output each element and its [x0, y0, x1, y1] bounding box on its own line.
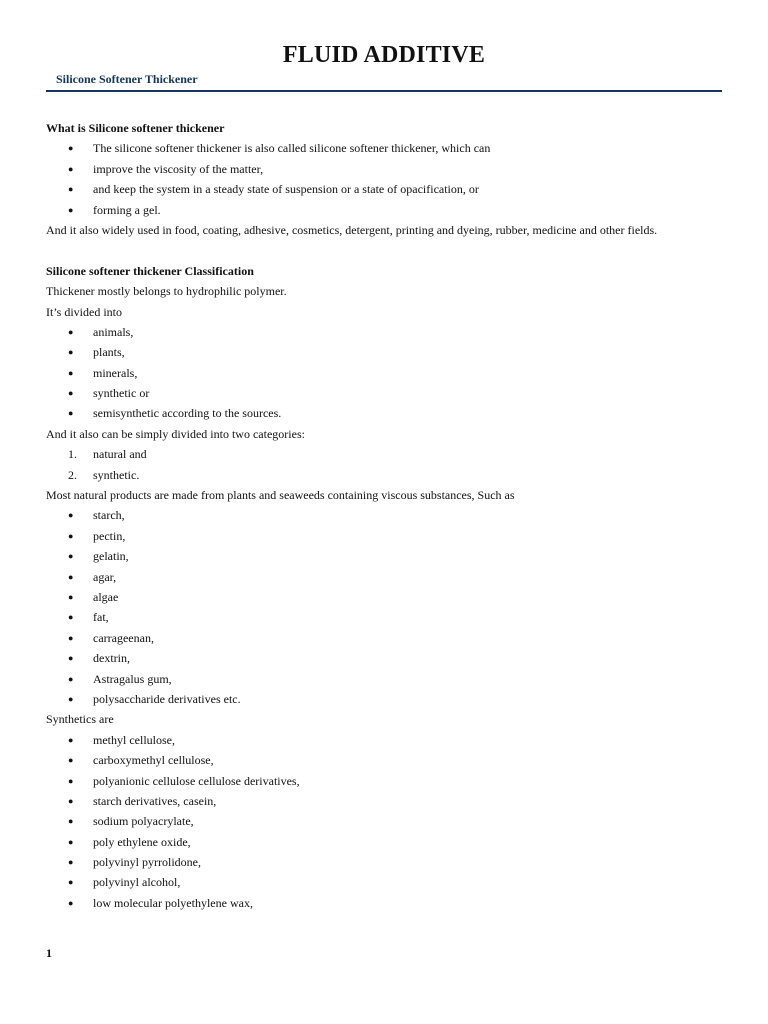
list-item-text: carrageenan, — [93, 630, 154, 645]
list-item-text: and keep the system in a steady state of suspension or a state of opacification, or — [93, 182, 479, 197]
list-item-text: carboxymethyl cellulose, — [93, 753, 214, 768]
bullet-icon: ● — [68, 755, 74, 766]
header-divider — [46, 90, 722, 92]
bullet-icon: ● — [68, 673, 74, 684]
list-item-text: fat, — [93, 610, 109, 625]
bullet-icon: ● — [68, 143, 74, 154]
bullet-icon: ● — [68, 163, 74, 174]
page-number: 1 — [46, 946, 52, 960]
list-item — [46, 628, 726, 648]
section-heading-classification: Silicone softener thickener Classification — [46, 263, 254, 278]
list-item — [46, 852, 726, 872]
list-item — [46, 383, 726, 403]
list-item — [46, 893, 726, 913]
list-item-text: gelatin, — [93, 549, 129, 564]
sources-bullet-list — [46, 322, 726, 424]
list-item-text: low molecular polyethylene wax, — [93, 895, 253, 910]
list-item — [46, 159, 726, 179]
list-item — [46, 832, 726, 852]
bullet-icon: ● — [68, 816, 74, 827]
list-number: 2. — [68, 467, 77, 482]
bullet-icon: ● — [68, 734, 74, 745]
list-item — [46, 526, 726, 546]
paragraph-gap — [46, 240, 726, 260]
bullet-icon: ● — [68, 184, 74, 195]
paragraph-synthetics: Synthetics are — [46, 712, 114, 727]
list-item-text: polysaccharide derivatives etc. — [93, 691, 241, 706]
list-item-text: plants, — [93, 345, 125, 360]
list-item — [46, 403, 726, 423]
bullet-icon: ● — [68, 571, 74, 582]
paragraph-hydrophilic: Thickener mostly belongs to hydrophilic polymer. — [46, 284, 287, 299]
list-item — [46, 669, 726, 689]
list-item-text: semisynthetic according to the sources. — [93, 406, 282, 421]
natural-bullet-list — [46, 505, 726, 709]
list-item — [46, 689, 726, 709]
bullet-icon: ● — [68, 795, 74, 806]
bullet-icon: ● — [68, 591, 74, 602]
list-item — [46, 648, 726, 668]
list-item — [46, 200, 726, 220]
section-heading-what-is: What is Silicone softener thickener — [46, 121, 225, 135]
page-title: FLUID ADDITIVE — [282, 42, 486, 68]
bullet-icon: ● — [68, 388, 74, 399]
list-item — [46, 179, 726, 199]
bullet-icon: ● — [68, 530, 74, 541]
list-item-text: synthetic. — [93, 467, 140, 482]
bullet-icon: ● — [68, 510, 74, 521]
list-item — [46, 363, 726, 383]
list-item — [46, 567, 726, 587]
bullet-icon: ● — [68, 632, 74, 643]
list-item-text: Astragalus gum, — [93, 671, 172, 686]
list-item-text: starch derivatives, casein, — [93, 793, 217, 808]
bullet-icon: ● — [68, 367, 74, 378]
list-item-text: animals, — [93, 324, 134, 339]
synthetics-bullet-list — [46, 730, 726, 914]
page-subtitle: Silicone Softener Thickener — [56, 72, 198, 86]
bullet-icon: ● — [68, 775, 74, 786]
list-item — [46, 342, 726, 362]
list-item-text: dextrin, — [93, 651, 130, 666]
bullet-icon: ● — [68, 551, 74, 562]
list-item-text: polyanionic cellulose cellulose derivatives, — [93, 773, 300, 788]
list-item — [46, 444, 726, 464]
list-item — [46, 322, 726, 342]
list-item-text: methyl cellulose, — [93, 732, 175, 747]
bullet-icon: ● — [68, 408, 74, 419]
list-item-text: The silicone softener thickener is also called silicone softener thickener, which can — [93, 141, 491, 156]
bullet-icon: ● — [68, 326, 74, 337]
categories-numbered-list — [46, 444, 726, 485]
document-body — [46, 118, 726, 913]
list-item — [46, 730, 726, 750]
list-item-text: forming a gel. — [93, 202, 161, 217]
list-number: 1. — [68, 447, 77, 462]
list-item-text: minerals, — [93, 365, 138, 380]
bullet-icon: ● — [68, 347, 74, 358]
list-item-text: polyvinyl alcohol, — [93, 875, 181, 890]
list-item — [46, 872, 726, 892]
list-item — [46, 750, 726, 770]
list-item-text: starch, — [93, 508, 125, 523]
list-item-text: poly ethylene oxide, — [93, 834, 191, 849]
bullet-icon: ● — [68, 877, 74, 888]
bullet-icon: ● — [68, 897, 74, 908]
paragraph-uses: And it also widely used in food, coating, adhesive, cosmetics, detergent, printing and dyeing, rubber, medicine and other fields. — [46, 222, 658, 237]
list-item — [46, 607, 726, 627]
list-item-text: pectin, — [93, 528, 126, 543]
bullet-icon: ● — [68, 857, 74, 868]
list-item-text: algae — [93, 589, 119, 604]
paragraph-divided-into: It’s divided into — [46, 304, 122, 319]
what-is-bullet-list — [46, 138, 726, 220]
list-item — [46, 587, 726, 607]
bullet-icon: ● — [68, 836, 74, 847]
list-item — [46, 771, 726, 791]
list-item-text: agar, — [93, 569, 117, 584]
list-item-text: sodium polyacrylate, — [93, 814, 194, 829]
bullet-icon: ● — [68, 653, 74, 664]
bullet-icon: ● — [68, 693, 74, 704]
paragraph-two-categories: And it also can be simply divided into two categories: — [46, 426, 305, 441]
list-item — [46, 138, 726, 158]
list-item-text: polyvinyl pyrrolidone, — [93, 855, 201, 870]
list-item — [46, 465, 726, 485]
list-item — [46, 791, 726, 811]
paragraph-natural-products: Most natural products are made from plants and seaweeds containing viscous substances, Such as — [46, 488, 515, 503]
list-item-text: synthetic or — [93, 386, 150, 401]
list-item — [46, 811, 726, 831]
list-item-text: natural and — [93, 447, 147, 462]
bullet-icon: ● — [68, 204, 74, 215]
list-item-text: improve the viscosity of the matter, — [93, 161, 264, 176]
list-item — [46, 505, 726, 525]
list-item — [46, 546, 726, 566]
bullet-icon: ● — [68, 612, 74, 623]
